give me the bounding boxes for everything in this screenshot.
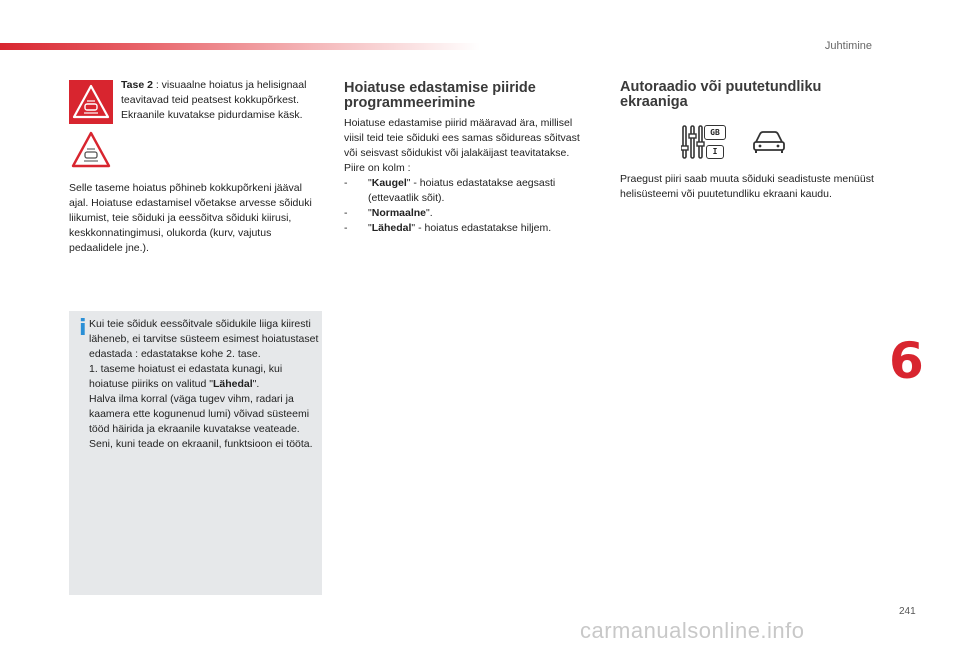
info-line3: Halva ilma korral (väga tugev vihm, radari ja kaamera ette kogunenud lumi) võivad süsteemi tööd häirida ja ekraanile kuvatakse veateade. Seni, kuni teade on ekraanil, funktsioon ei tööta. [89,393,313,450]
page-number: 241 [899,606,916,617]
list-item: - "Kaugel" - hoiatus edastatakse aegsasti (ettevaatlik sõit). [344,177,556,204]
language-badge: GB [704,125,726,140]
level2-text2: Ekraanile kuvatakse pidurdamise käsk. [121,109,303,121]
collision-alert-outline-icon [69,128,113,172]
settings-sliders-icon [681,124,727,160]
watermark: carmanualsonline.info [580,618,805,643]
info-text [89,317,321,452]
car-icon [752,130,786,154]
info-badge: I [706,145,724,159]
thresholds-intro: Piire on kolm : [344,162,411,174]
radio-para: Praegust piiri saab muuta sõiduki seadistuste menüüst helisüsteemi või puutetundliku ekraani kaudu. [620,173,874,200]
collision-alert-filled-icon [69,80,113,124]
thresholds-para: Hoiatuse edastamise piirid määravad ära, millisel viisil teid teie sõiduki ees samas sõidureas sõitvast või seisvast sõidukist või jalakäijast teavitatakse. [344,117,580,159]
level2-description [121,78,317,123]
level2-text: : visuaalne hoiatus ja helisignaal teavitavad teid peatsest kokkupõrkest. [121,79,307,106]
level-explanation: Selle taseme hoiatus põhineb kokkupõrkeni jääval ajal. Hoiatuse edastamisel võetakse arvesse sõiduki liikumist, teie sõiduki ja eessõitva sõiduki kiirusi, keskkonnatingimusi, olukorda (kurv, vajutus pedaalidele jne.). [69,182,312,254]
info-icon: i [79,316,87,341]
info-line1: Kui teie sõiduk eessõitvale sõidukile liiga kiiresti läheneb, ei tarvitse süsteem esimest hoiatustaset edastada : edastatakse kohe 2. tase. [89,318,319,360]
header-accent-bar [0,43,480,50]
list-item: - "Lähedal" - hoiatus edastatakse hiljem. [344,222,552,234]
thresholds-body [344,116,592,236]
chapter-number: 6 [889,332,924,390]
info-box [69,311,322,595]
list-item: - "Normaalne". [344,207,433,219]
info-line2: 1. taseme hoiatust ei edastata kunagi, kui hoiatuse piiriks on valitud "Lähedal". [89,363,283,390]
thresholds-title: Hoiatuse edastamise piiride programmeerimine [344,80,536,111]
radio-title: Autoraadio või puutetundliku ekraaniga [620,79,822,110]
section-title: Juhtimine [824,40,872,52]
level2-label: Tase 2 [121,79,153,91]
